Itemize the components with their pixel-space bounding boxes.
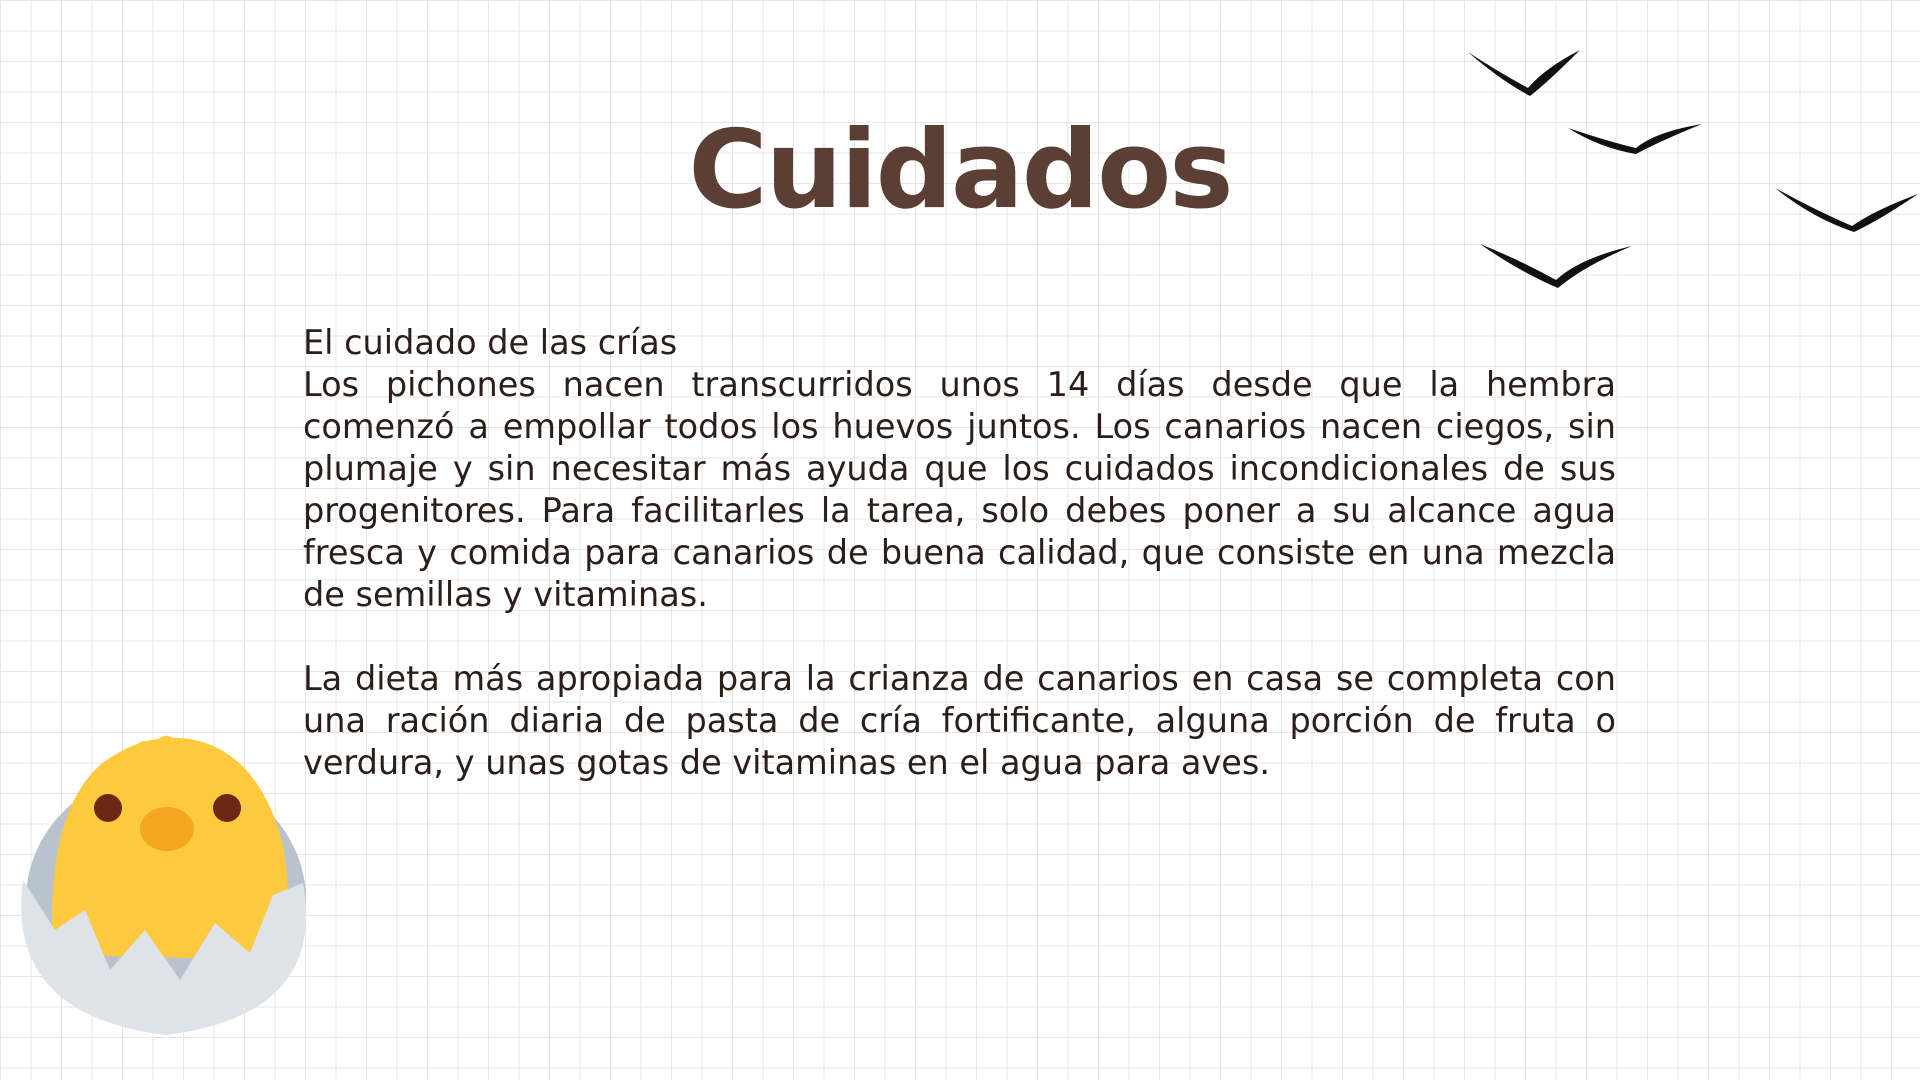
flying-birds-icon <box>1440 30 1920 310</box>
bird-icon <box>1775 188 1918 232</box>
paragraph-dieta: La dieta más apropiada para la crianza de canarios en casa se completa con una ración diaria de pasta de cría fortificante, alguna porción de fruta o verdura, y unas gotas de vitaminas en el agua para aves. <box>303 659 1616 782</box>
hatching-chick-icon <box>15 705 325 1040</box>
paragraph-crias: Los pichones nacen transcurridos unos 14 días desde que la hembra comenzó a empollar todos los huevos juntos. Los canarios nacen ciegos, sin plumaje y sin necesitar más ayuda que los cuidados incondicionales de sus progenitores. Para facilitarles la tarea, solo debes poner a su alcance agua fresca y comida para canarios de buena calidad, que consiste en una mezcla de semillas y vitaminas. <box>303 365 1616 614</box>
page-title: Cuidados <box>688 108 1232 233</box>
bird-icon <box>1480 244 1632 288</box>
bird-icon <box>1468 50 1580 96</box>
body-text <box>303 322 1616 784</box>
bird-icon <box>1568 124 1702 154</box>
section-subtitle: El cuidado de las crías <box>303 323 678 362</box>
